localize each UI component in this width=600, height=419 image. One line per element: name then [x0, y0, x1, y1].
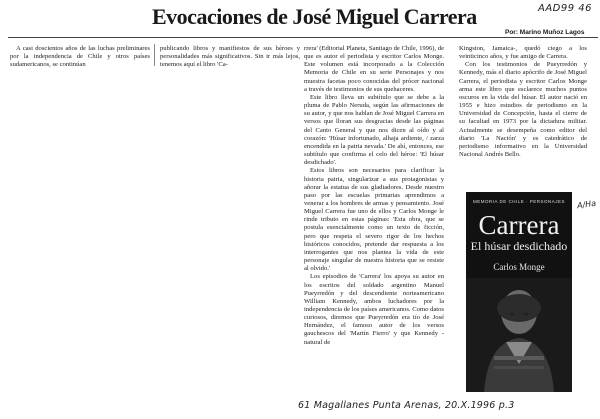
book-series-label: MEMORIA DE CHILE · PERSONAJES: [472, 199, 565, 204]
column-separator: [154, 44, 155, 66]
headline-rule: [8, 37, 598, 38]
paragraph: Con los testimonios de Pueyrredón y Kennedy, más el diario apócrifo de José Miguel Carrera, el periodista y escritor Carlos Monge arma este libro que esclarece muchos puntos oscuros en la vida del húsar. El autor nació en 1955 e hizo estudios de periodismo en la Universidad de Concepción, hasta el cierre de su facultad en 1973 por la dictadura militar. Actualmente se desempeña como editor del diario 'La Nación' y es catedrático de periodismo informativo en la Universidad Nacional Andrés Bello.: [459, 61, 587, 159]
article-headline: Evocaciones de José Miguel Carrera: [152, 4, 477, 29]
book-cover-image: [466, 192, 572, 392]
paragraph: publicando libros y manifiestos de sus héroes y personalidades más significativos. Sin ir más lejos, tenemos aquí el libro 'Ca-: [160, 45, 300, 69]
paragraph: A casi doscientos años de las luchas preliminares por la independencia de Chile y otros países sudamericanos, se continúan: [10, 45, 150, 69]
handwritten-side-note: A/Ha: [576, 198, 597, 211]
book-author: Carlos Monge: [493, 262, 545, 272]
article-column-2: [160, 45, 300, 71]
article-column-1: [10, 45, 150, 71]
paragraph: rrera' (Editorial Planeta, Santiago de Chile, 1996), de que es autor el periodista y escritor Carlos Monge. Este volumen está incorporado a la Colección Memoria de Chile en su serie Personajes y nos muestra facetas poco conocidas del prócer nacional a través de testimonios de sus quehaceres.: [304, 45, 444, 93]
paragraph: Kingston, Jamaica-, quedó ciego a los veinticinco años, y fue amigo de Carrera.: [459, 45, 587, 61]
book-title: Carrera: [478, 210, 560, 240]
paragraph: Los episodios de 'Carrera' los apoya su autor en los escritos del soldado argentino Manuel Pueyrredón y del descendiente norteamericano William Kennedy, ambos luchadores por la independencia de los países americanos. Como datos curiosos, diremos que Pueyrredón era tío de José Hernández, el famoso autor de los versos gauchescos del 'Martín Fierro' y que Kennedy -natural de: [304, 273, 444, 346]
paragraph: Este libro lleva un subtítulo que se debe a la pluma de Pablo Neruda, según las afirmaciones de su autor, y que nos hablan de José Miguel Carrera en versos que lloran sus desgracias desde las páginas del Canto General y que nos dicen al oído y al corazón: 'Húsar infortunado, alhaja ardiente, / zarza encendida en la patria nevada.' De ahí, entonces, ese subtítulo que confirma el celo del héroe: 'El húsar desdichado'.: [304, 93, 444, 167]
handwritten-source-note: 61 Magallanes Punta Arenas, 20.X.1996 p.3: [298, 400, 515, 411]
article-byline: Por: Marino Muñoz Lagos: [505, 29, 585, 36]
article-column-3: [304, 45, 444, 397]
article-column-4: [459, 45, 587, 171]
portrait-illustration: [466, 278, 572, 392]
handwritten-archive-code: AAD99 46: [537, 3, 592, 14]
paragraph: Estos libros son necesarios para clarificar la historia patria, singularizar a sus protagonistas y añorar la estatua de sus gladiadores. Desde nuestro paso por las escuelas primarias aprendimos a venerar a los hombres de armas y pensamiento. José Miguel Carrera fue uno de ellos y Carlos Monge le rinde tributo en estas páginas: 'Esta obra, que se postula esencialmente como un texto de ficción, pero que respeta el severo rigor de los hechos históricos conocidos, pretende dar respuesta a los interrogantes que nos plantea la vida de este personaje singular de nuestra historia que se resiste al olvido.': [304, 167, 444, 273]
book-subtitle: El húsar desdichado: [470, 239, 568, 253]
